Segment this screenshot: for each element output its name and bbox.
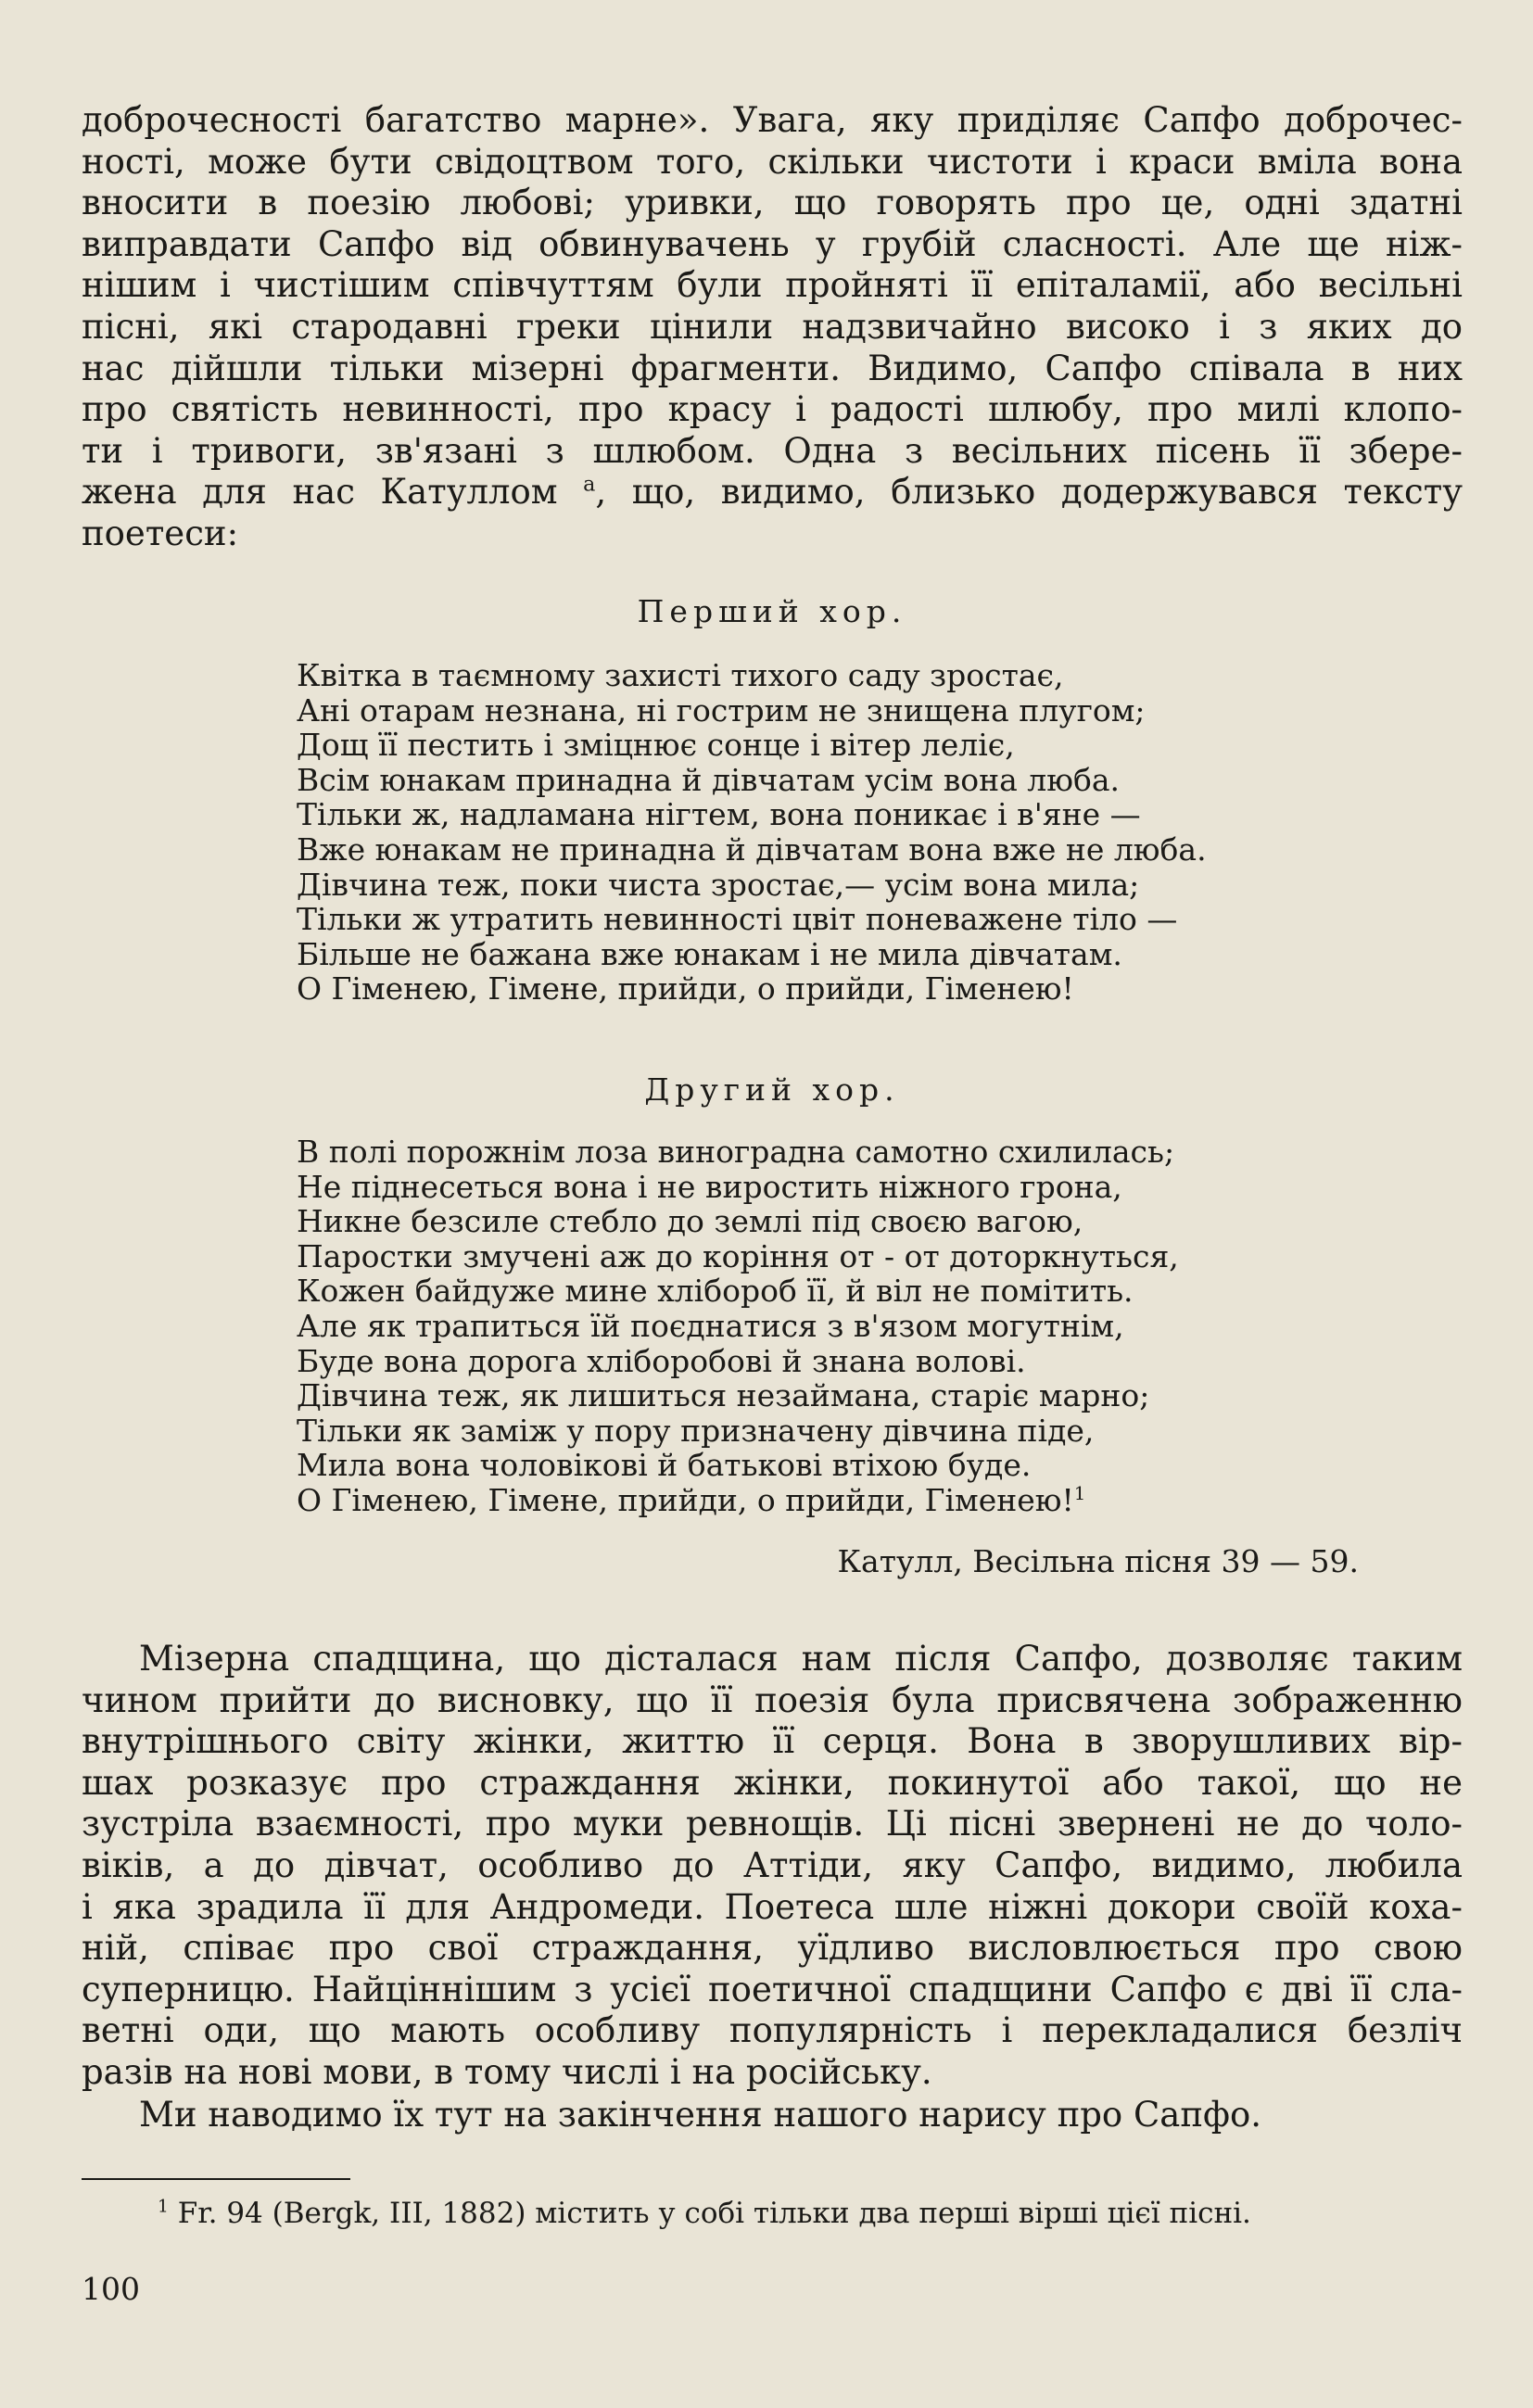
verse-line: Більше не бажана вже юнакам і не мила дівчатам. <box>297 935 1122 972</box>
paragraph-line: виправдати Сапфо від обвинувачень у грубій сласності. Але ще ніж- <box>82 223 1463 264</box>
paragraph-line: внутрішнього світу жінки, життю її серця. Вона в зворушливих вір- <box>82 1721 1463 1762</box>
paragraph-line-start: жена для нас Катуллом <box>82 472 584 513</box>
paragraph-line: про святість невинності, про красу і радості шлюбу, про милі клопо- <box>82 389 1463 430</box>
verse-line: Але як трапиться їй поєднатися з в'язом могутнім, <box>297 1307 1124 1344</box>
attribution: Катулл, Весільна пісня 39 — 59. <box>837 1543 1359 1579</box>
paragraph-line: зустріла взаємності, про муки ревнощів. Ці пісні звернені не до чоло- <box>82 1804 1463 1844</box>
chorus-2-title: Другий хор. <box>644 1071 900 1108</box>
paragraph-line: ти і тривоги, зв'язані з шлюбом. Одна з весільних пісень її збере- <box>82 430 1463 471</box>
verse-line: В полі порожнім лоза виноградна самотно схилилась; <box>297 1134 1175 1170</box>
verse-line: Ані отарам незнана, ні гострим не знищена плугом; <box>297 691 1146 729</box>
verse-line: Тільки ж утратить невинності цвіт поневажене тіло — <box>297 901 1178 938</box>
verse-line: Дощ її пестить і зміцнює сонце і вітер леліє, <box>297 727 1015 764</box>
paragraph-3 <box>82 2095 1463 2136</box>
footnote-divider <box>82 2178 350 2180</box>
chorus-2-poem <box>297 1134 1179 1518</box>
chorus-1-title: Перший хор. <box>637 593 907 629</box>
verse-line: Никне безсиле стебло до землі під своєю вагою, <box>297 1203 1083 1240</box>
verse-line-with-footnote <box>297 1483 1179 1518</box>
paragraph-1 <box>82 100 1463 555</box>
verse-line: Не піднесеться вона і не виростить ніжного грона, <box>297 1168 1122 1205</box>
paragraph-line: ветні оди, що мають особливу популярність і перекладалися безліч <box>82 2010 1463 2051</box>
paragraph-line: ній, співає про свої страждання, уїдливо висловлюється про свою <box>82 1928 1463 1969</box>
paragraph-line: Мізерна спадщина, що дісталася нам після Сапфо, дозволяє таким <box>139 1639 1463 1679</box>
verse-line: О Гіменею, Гімене, прийди, о прийди, Гіменею! <box>297 1481 1074 1518</box>
paragraph-line-end: , що, видимо, близько додержувався тексту <box>595 472 1463 513</box>
page-number: 100 <box>82 2271 140 2307</box>
verse-line: Квітка в таємному захисті тихого саду зростає, <box>297 657 1064 693</box>
verse-line: Мила вона чоловікові й батькові втіхою буде. <box>297 1447 1032 1484</box>
paragraph-line-with-ref <box>82 472 1463 513</box>
paragraph-line: ності, може бути свідоцтвом того, скільки чистоти і краси вміла вона <box>82 141 1463 182</box>
verse-line: Паростки змучені аж до коріння от - от доторкнуться, <box>297 1237 1179 1274</box>
paragraph-line: віків, а до дівчат, особливо до Аттіди, яку Сапфо, видимо, любила <box>82 1844 1463 1885</box>
verse-line: Тільки ж, надламана нігтем, вона поникає і в'яне — <box>297 796 1141 833</box>
paragraph-line: нішим і чистішим співчуттям були пройняті її епіталамії, або весільні <box>82 265 1463 306</box>
verse-line: О Гіменею, Гімене, прийди, о прийди, Гіменею! <box>297 970 1074 1008</box>
footnote <box>158 2197 1251 2230</box>
verse-line: Дівчина теж, поки чиста зростає,— усім вона мила; <box>297 866 1140 903</box>
paragraph-line: доброчесності багатство марне». Увага, яку приділяє Сапфо доброчес- <box>82 100 1463 140</box>
verse-line: Тільки як заміж у пору призначену дівчина піде, <box>297 1412 1095 1449</box>
paragraph-line: нас дійшли тільки мізерні фрагменти. Видимо, Сапфо співала в них <box>82 348 1463 388</box>
footnote-mark: 1 <box>1073 1482 1086 1504</box>
paragraph-line: і яка зрадила її для Андромеди. Поетеса шле ніжні докори своїй коха- <box>82 1886 1463 1927</box>
paragraph-2 <box>82 1639 1463 2094</box>
paragraph-line: чином прийти до висновку, що її поезія була присвячена зображенню <box>82 1679 1463 1720</box>
verse-line: Буде вона дорога хліборобові й знана волові. <box>297 1342 1026 1379</box>
footnote-mark: 1 <box>158 2197 169 2217</box>
paragraph-line: суперницю. Найціннішим з усієї поетичної спадщини Сапфо є дві її сла- <box>82 1969 1463 2009</box>
chorus-1-poem <box>297 658 1207 1007</box>
paragraph-line: шах розказує про страждання жінки, покинутої або такої, що не <box>82 1762 1463 1803</box>
reference-mark: а <box>583 473 596 498</box>
verse-line: Всім юнакам принадна й дівчатам усім вона люба. <box>297 761 1121 798</box>
footnote-text: Fr. 94 (Bergk, III, 1882) містить у собі тільки два перші вірші цієї пісні. <box>168 2197 1251 2230</box>
paragraph-line: вносити в поезію любові; уривки, що говорять про це, одні здатні <box>82 183 1463 223</box>
verse-line: Вже юнакам не принадна й дівчатам вона вже не люба. <box>297 830 1207 868</box>
verse-line: Дівчина теж, як лишиться незаймана, старіє марно; <box>297 1377 1150 1414</box>
paragraph-line: разів на нові мови, в тому числі і на російську. <box>82 2051 932 2092</box>
paragraph-line: пісні, які стародавні греки цінили надзвичайно високо і з яких до <box>82 306 1463 347</box>
paragraph-line: поетеси: <box>82 513 239 553</box>
verse-line: Кожен байдуже мине хлібороб її, й віл не помітить. <box>297 1273 1134 1310</box>
paragraph-line: Ми наводимо їх тут на закінчення нашого нарису про Сапфо. <box>139 2095 1261 2135</box>
